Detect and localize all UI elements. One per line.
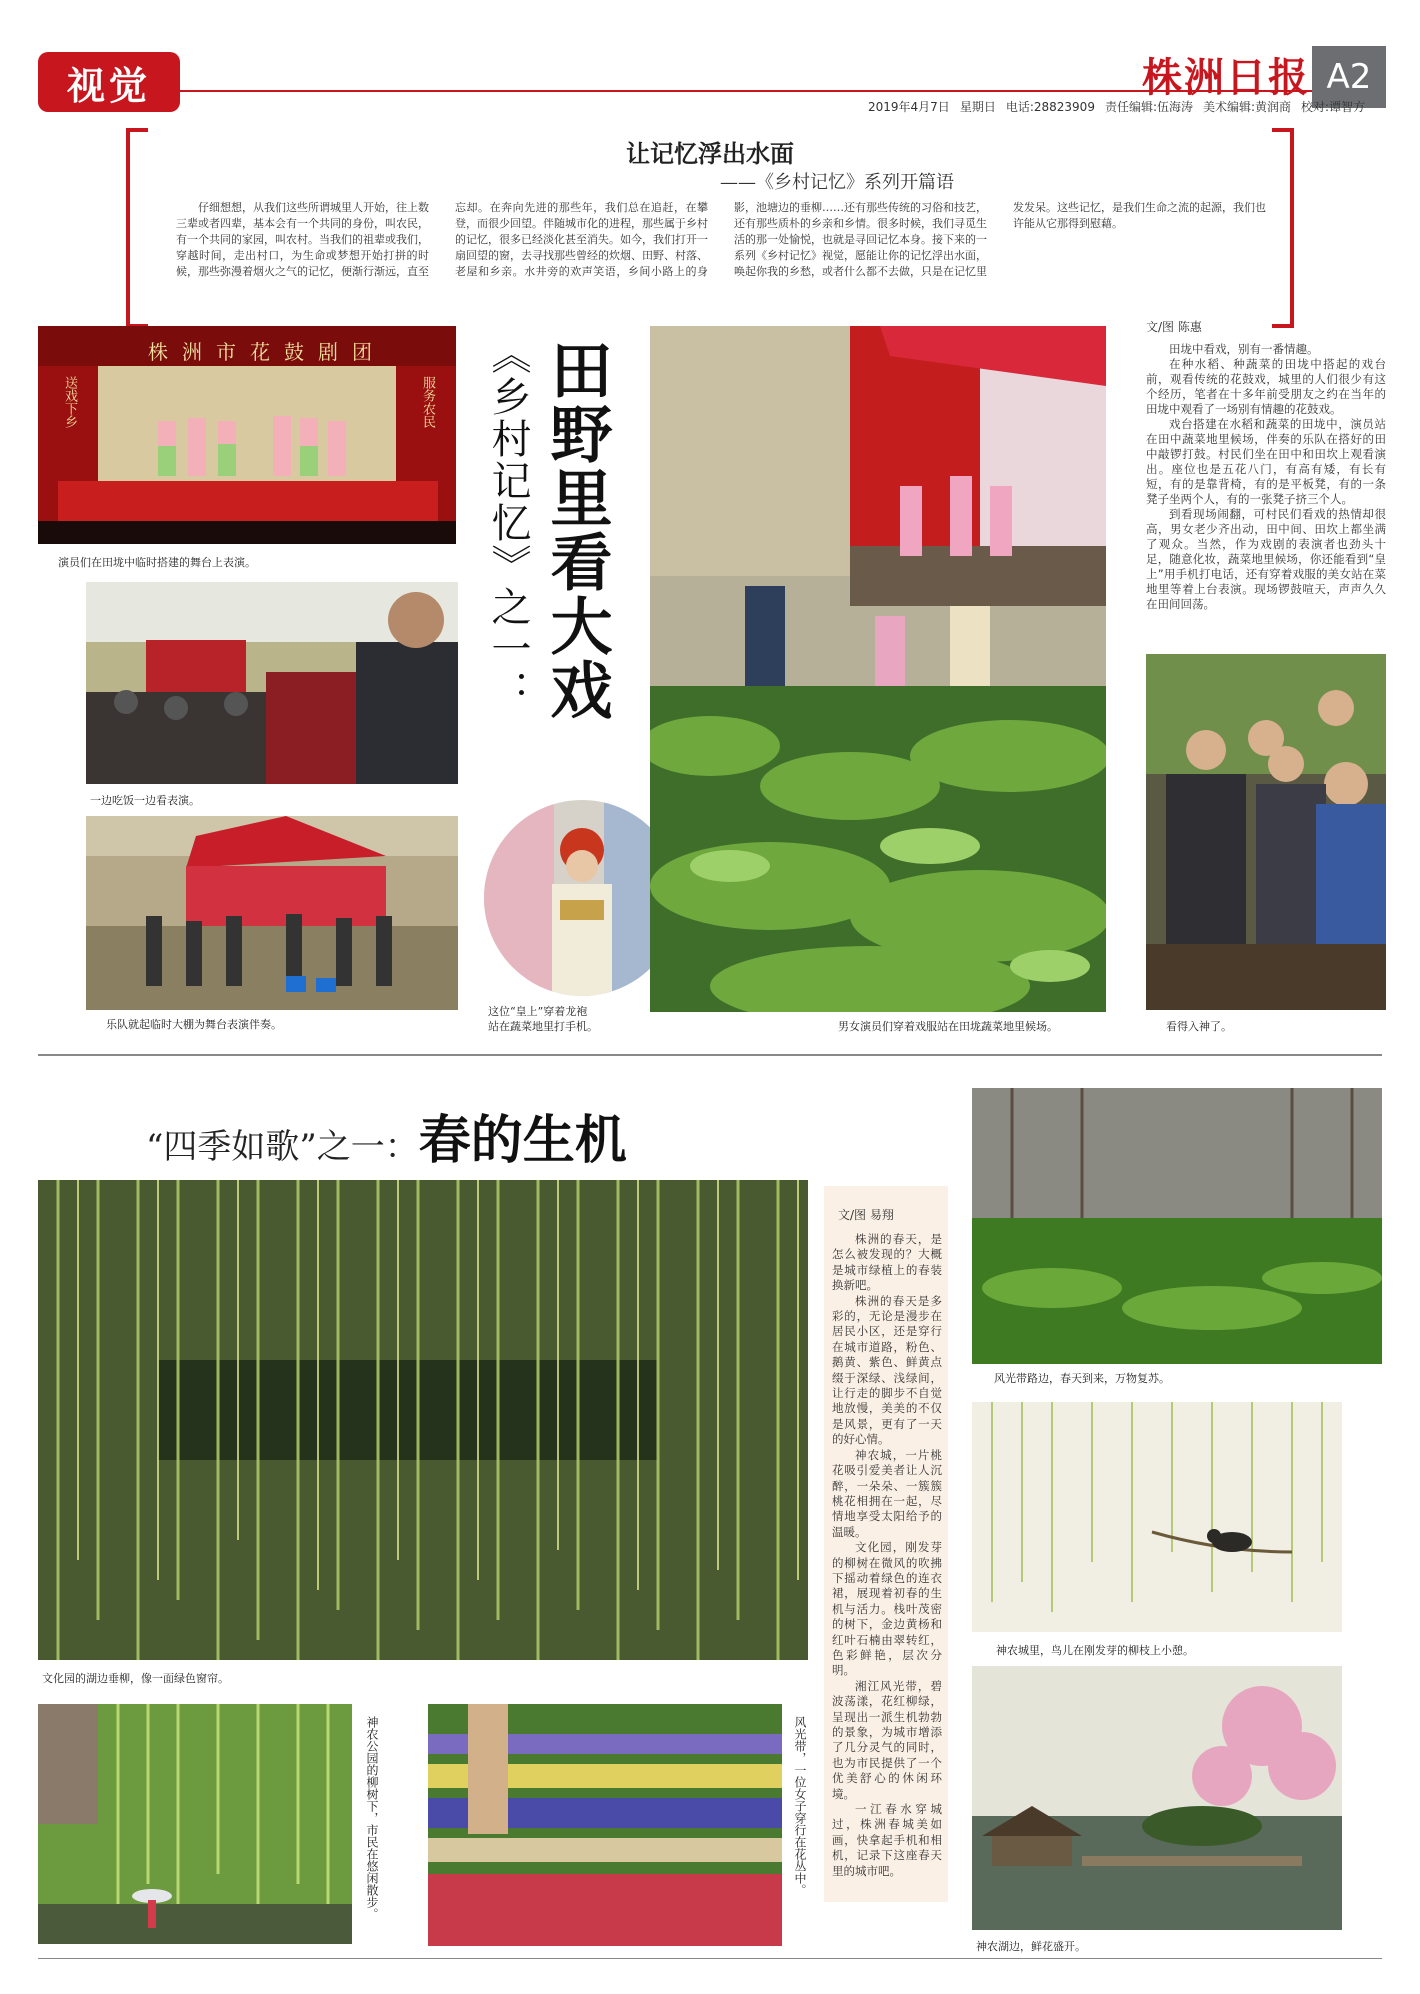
meta-art-editor: 美术编辑:黄润商 <box>1203 100 1292 114</box>
willow-curtain-photo <box>38 1180 808 1660</box>
bird-caption: 神农城里，鸟儿在刚发芽的柳枝上小憩。 <box>996 1644 1194 1657</box>
meta-date: 2019年4月7日 <box>868 100 950 114</box>
foreword-body: 仔细想想，从我们这些所谓城里人开始，往上数三辈或者四辈，基本会有一个共同的身份，叫农民，有一个共同的家园，叫农村。当我们的祖辈或我们，穿越时间，走出村口，为生命或梦想开始打拼的时候，那些弥漫着烟火之气的记忆，便渐行渐远，直至忘却。在奔向先进的那些年，我们总在追赶，在攀登，而很少回望。伴随城市化的进程，那些属于乡村的记忆，很多已经淡化甚至消失。如今，我们打开一扇回望的窗，去寻找那些曾经的炊烟、田野、村落、老屋和乡亲。水井旁的欢声笑语，乡间小路上的身影，池塘边的垂柳……还有那些传统的习俗和技艺，还有那些质朴的乡亲和乡情。很多时候，我们寻觅生活的那一处愉悦，也就是寻回记忆本身。接下来的一系列《乡村记忆》视觉，愿能让你的记忆浮出水面，唤起你我的乡愁，或者什么都不去做，只是在记忆里发发呆。这些记忆，是我们生命之流的起源，我们也许能从它那得到慰藉。 <box>176 201 1266 278</box>
flower-bed-photo <box>428 1704 782 1946</box>
stage-couplet-right: 服务农民 <box>420 376 435 428</box>
article2-paragraph: 神农城，一片桃花吸引爱美者让人沉醉，一朵朵、一簇簇桃花相拥在一起，尽情地享受太阳给予的温暖。 <box>832 1447 942 1539</box>
park-willow-photo <box>38 1704 352 1944</box>
emperor-caption: 这位“皇上”穿着龙袍站在蔬菜地里打手机。 <box>488 1005 598 1033</box>
article2-series: “四季如歌”之一： <box>146 1127 419 1167</box>
grass-caption: 风光带路边，春天到来，万物复苏。 <box>994 1372 1170 1385</box>
article2-paragraph: 文化园，刚发芽的柳树在微风的吹拂下摇动着绿色的连衣裙，展现着初春的生机与活力。栈叶茂密的树下，金边黄杨和红叶石楠由翠转红，色彩鲜艳，层次分明。 <box>832 1540 942 1678</box>
meta-proofreader: 校对:谭智方 <box>1301 100 1366 114</box>
audience-caption: 一边吃饭一边看表演。 <box>90 794 200 807</box>
article2-paragraph: 株洲的春天是多彩的，无论是漫步在居民小区，还是穿行在城市道路，粉色、鹅黄、紫色、鲜黄点缀于深绿、浅绿间，让行走的脚步不自觉地放慢，美美的不仅是风景，更有了一天的好心情。 <box>832 1293 942 1447</box>
article2-byline: 文/图 易翔 <box>838 1208 894 1222</box>
article1-paragraph: 到看现场闹翻，可村民们看戏的热情却很高，男女老少齐出动，田中间、田坎上都坐满了观众。当然，作为戏剧的表演者也劲头十足，随意化妆，蔬菜地里候场，你还能看到“皇上”用手机打电话，还有穿着戏服的美女站在菜地里等着上台表演。现场锣鼓喧天，声声久久在田间回荡。 <box>1146 507 1386 611</box>
performers-field-photo <box>650 326 1106 1012</box>
elders-watching-photo <box>1146 654 1386 1010</box>
foreword-subtitle: ——《乡村记忆》系列开篇语 <box>720 172 954 193</box>
article1-title: 田野里看大戏 <box>540 338 613 722</box>
meta-editor: 责任编辑:伍海涛 <box>1104 100 1193 114</box>
spring-grass-photo <box>972 1088 1382 1364</box>
article1-paragraph: 戏台搭建在水稻和蔬菜的田垅中，演员站在田中蔬菜地里候场，伴奏的乐队在搭好的田中敲锣打鼓。村民们坐在田中和田坎上观看演出。座位也是五花八门，有高有矮，有长有短，有的是靠背椅，有的是平板凳，有的一条凳子坐两个人，有的一张凳子挤三个人。 <box>1146 417 1386 506</box>
article2-headline <box>146 1098 627 1173</box>
article2-body <box>832 1232 942 1879</box>
flowers-caption: 风光带，一位女子穿行在花丛中。 <box>793 1716 807 1896</box>
band-caption: 乐队就起临时大棚为舞台表演伴奏。 <box>106 1018 282 1031</box>
page-number: A2 <box>1312 46 1386 108</box>
article2-paragraph: 湘江风光带，碧波荡漾，花红柳绿，呈现出一派生机勃勃的景象，为城市增添了几分灵气的同时，也为市民提供了一个优美舒心的休闲环境。 <box>832 1678 942 1801</box>
stage-banner: 株洲市花鼓剧团 <box>148 340 386 364</box>
elders-caption: 看得入神了。 <box>1166 1020 1232 1033</box>
stage-couplet-left: 送戏下乡 <box>62 376 77 428</box>
article2-paragraph: 一江春水穿城过，株洲春城美如画，快拿起手机和相机，记录下这座春天里的城市吧。 <box>832 1802 942 1878</box>
article1-paragraph: 田垅中看戏，别有一番情趣。 <box>1169 342 1319 356</box>
article2-paragraph: 株洲的春天，是怎么被发现的？大概是城市绿植上的春装换新吧。 <box>832 1232 942 1293</box>
article1-byline: 文/图 陈惠 <box>1146 320 1202 334</box>
meta-weekday: 星期日 <box>959 100 996 114</box>
blossom-caption: 神农湖边，鲜花盛开。 <box>976 1940 1086 1953</box>
audience-photo <box>86 582 458 784</box>
performers-caption: 男女演员们穿着戏服站在田垅蔬菜地里候场。 <box>838 1020 1058 1033</box>
foreword-title: 让记忆浮出水面 <box>626 139 794 168</box>
article1-paragraph: 在种水稻、种蔬菜的田垅中搭起的戏台前，观看传统的花鼓戏，城里的人们很少有这个经历，笔者在十多年前受朋友之约在当年的田垅中观看了一场别有情趣的花鼓戏。 <box>1146 357 1386 416</box>
section-badge: 视觉 <box>38 52 180 112</box>
article2-title: 春的生机 <box>418 1111 627 1171</box>
willow-caption: 文化园的湖边垂柳，像一面绿色窗帘。 <box>42 1672 229 1685</box>
article1-body <box>1146 342 1386 612</box>
meta-phone: 电话:28823909 <box>1005 100 1095 114</box>
band-photo <box>86 816 458 1010</box>
bird-willow-photo <box>972 1402 1342 1632</box>
issue-meta <box>868 98 1375 115</box>
blossom-lake-photo <box>972 1666 1342 1930</box>
stage-performance-photo <box>38 326 456 544</box>
masthead-logo: 株洲日报 <box>1142 54 1310 101</box>
stage-caption: 演员们在田垅中临时搭建的舞台上表演。 <box>58 556 256 569</box>
series-title: 《乡村记忆》之一： <box>485 334 531 712</box>
section-divider <box>38 1054 1382 1056</box>
park-caption: 神农公园的柳树下，市民在悠闲散步。 <box>365 1716 379 1920</box>
bottom-rule <box>38 1958 1382 1959</box>
